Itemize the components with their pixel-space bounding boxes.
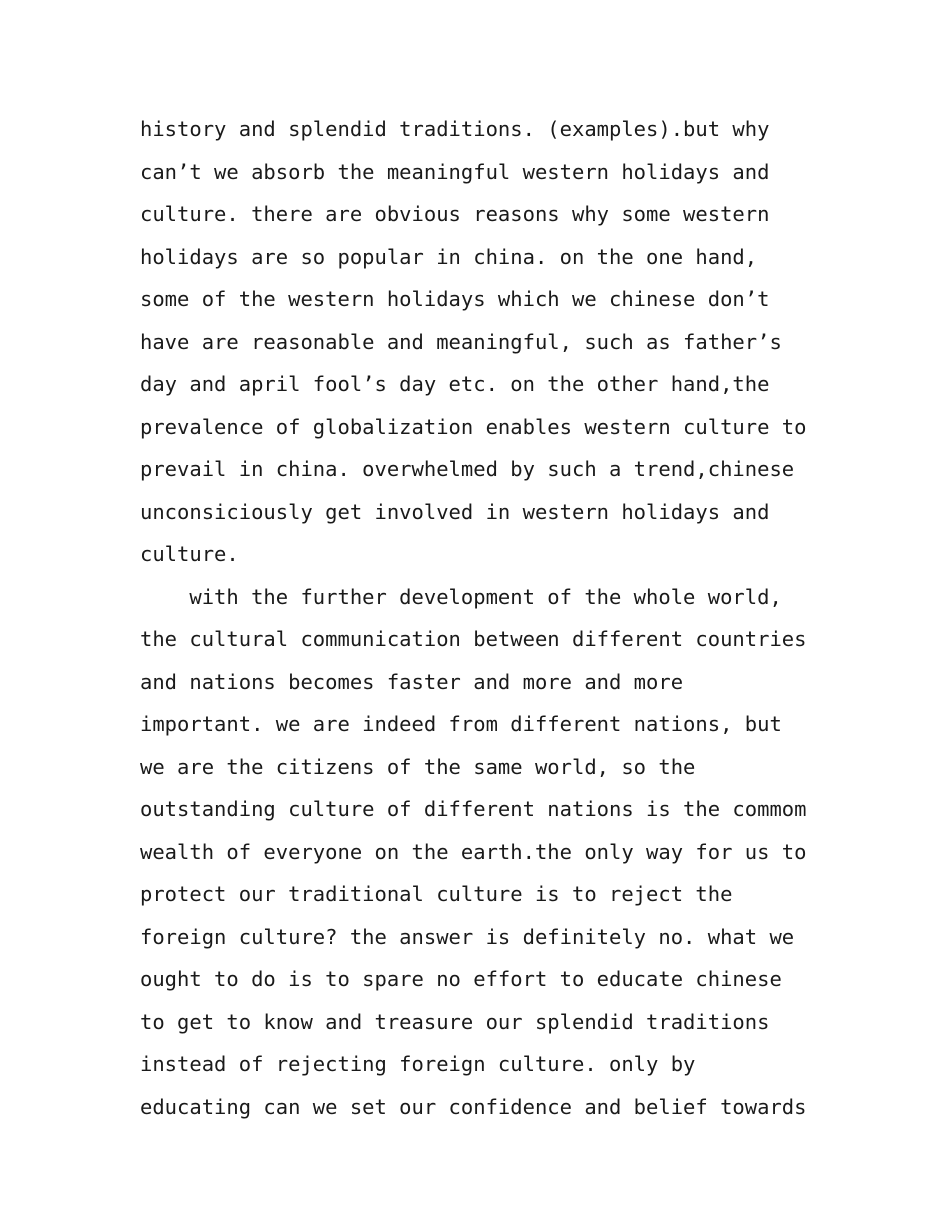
text-line: with the further development of the whole world,	[140, 584, 782, 609]
text-line: unconsiciously get involved in western holidays and	[140, 499, 770, 524]
text-line: ought to do is to spare no effort to educate chinese	[140, 967, 782, 991]
text-line: prevalence of globalization enables western culture to	[140, 414, 807, 439]
text-line: history and splendid traditions. (examples).but why	[140, 117, 770, 141]
text-line: and nations becomes faster and more and more	[140, 669, 684, 694]
text-line: culture. there are obvious reasons why some western	[140, 202, 770, 226]
text-line: important. we are indeed from different nations, but	[140, 712, 782, 736]
text-line: educating can we set our confidence and belief towards	[140, 1094, 807, 1119]
text-line: wealth of everyone on the earth.the only way for us to	[140, 839, 807, 864]
text-line: prevail in china. overwhelmed by such a trend,chinese	[140, 457, 795, 481]
text-line: to get to know and treasure our splendid traditions	[140, 1009, 770, 1034]
text-line: protect our traditional culture is to reject the	[140, 882, 733, 906]
text-line: can’t we absorb the meaningful western holidays and	[140, 159, 770, 184]
text-line: culture.	[140, 542, 239, 566]
text-line: foreign culture? the answer is definitely no. what we	[140, 924, 795, 949]
text-line: we are the citizens of the same world, so the	[140, 754, 696, 779]
text-line: outstanding culture of different nations is the commom	[140, 797, 807, 821]
body-text	[140, 108, 820, 1128]
text-line: some of the western holidays which we chinese don’t	[140, 287, 770, 311]
text-line: the cultural communication between different countries	[140, 627, 807, 651]
text-line: instead of rejecting foreign culture. only by	[140, 1052, 696, 1076]
text-line: day and april fool’s day etc. on the other hand,the	[140, 372, 770, 396]
text-line: holidays are so popular in china. on the one hand,	[140, 244, 758, 269]
text-line: have are reasonable and meaningful, such as father’s	[140, 329, 782, 354]
